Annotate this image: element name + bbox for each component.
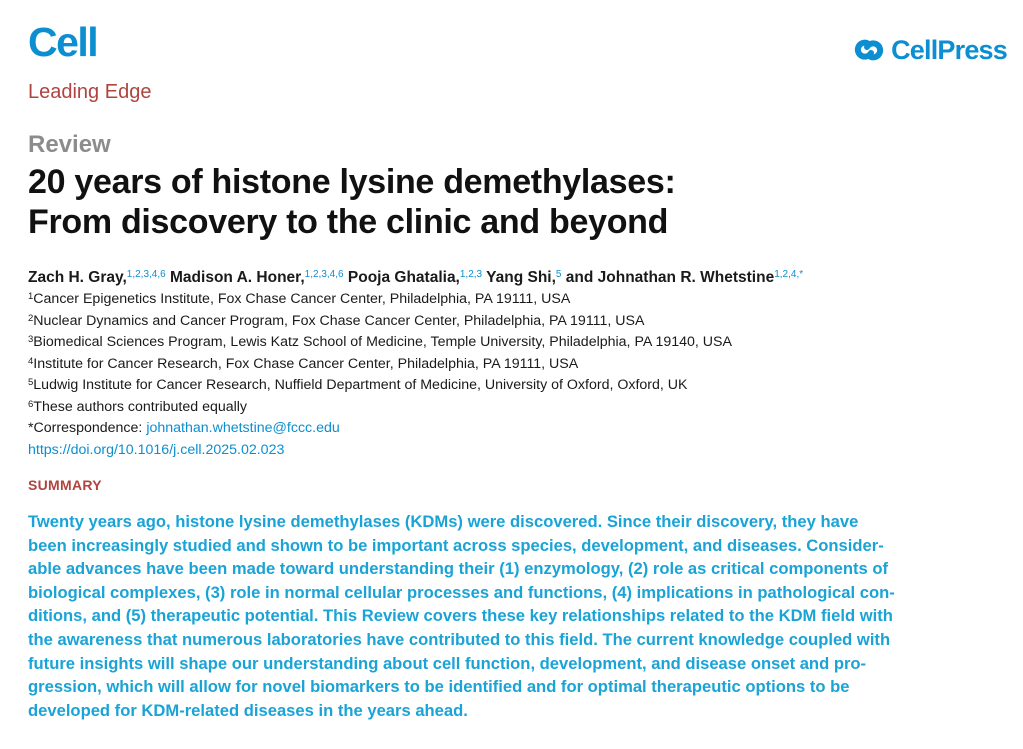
affiliation-number: 1 [28,291,34,302]
affiliation-item [28,375,1018,397]
cellpress-logo-icon [853,34,885,66]
summary-line: the awareness that numerous laboratories have contributed to this field. The current knowledge coupled with [28,629,891,649]
article-title [28,162,676,242]
affiliation-item [28,332,1018,354]
summary-line: able advances have been made toward understanding their (1) enzymology, (2) role as critical components of [28,559,889,579]
title-line: 20 years of histone lysine demethylases: [28,163,676,201]
affiliation-number: 2 [28,312,34,324]
summary-line: future insights will shape our understanding about cell function, development, and disease onset and pro- [28,653,867,673]
affiliation-text: Biomedical Sciences Program, Lewis Katz School of Medicine, Temple University, Philadelphia, PA 19140, USA [33,334,732,350]
summary-line: gression, which will allow for novel biomarkers to be identified and for optimal therapeutic options to be [28,677,850,697]
affiliation-number: 3 [28,334,34,345]
summary-line: developed for KDM-related diseases in the years ahead. [28,700,468,720]
title-line: From discovery to the clinic and beyond [28,203,669,241]
correspondence-label: *Correspondence: [28,420,147,436]
summary-line: biological complexes, (3) role in normal cellular processes and functions, (4) implications in pathological con- [28,582,895,602]
affiliation-number: 5 [28,377,34,388]
author-name: and Johnathan R. Whetstine [565,269,775,286]
summary-line: Twenty years ago, histone lysine demethylases (KDMs) were discovered. Since their discovery, they have [28,512,859,531]
publisher-logo [853,34,1007,66]
affiliation-text: These authors contributed equally [33,398,248,415]
affiliation-number: 4 [28,355,34,367]
author-affiliation-marks[interactable]: 1,2,3,4,6 [126,269,166,280]
summary-heading: SUMMARY [28,477,102,493]
author-name: Pooja Ghatalia, [347,269,460,286]
publisher-name: CellPress [891,34,1007,65]
affiliation-item [28,354,1018,376]
author-affiliation-marks[interactable]: 5 [555,269,562,280]
affiliation-number: 6 [28,398,34,410]
doi-link[interactable]: https://doi.org/10.1016/j.cell.2025.02.023 [28,441,285,458]
summary-line: been increasingly studied and shown to be important across species, development, and diseases. Consider- [28,535,884,555]
correspondence-email-link[interactable]: johnathan.whetstine@fccc.edu [146,420,340,436]
affiliation-text: Institute for Cancer Research, Fox Chase Cancer Center, Philadelphia, PA 19111, USA [33,355,579,372]
author-affiliation-marks[interactable]: 1,2,3 [459,269,483,280]
author-name: Yang Shi, [486,269,556,286]
author-list [28,268,1018,288]
summary-text [28,510,1010,722]
affiliation-text: Ludwig Institute for Cancer Research, Nuffield Department of Medicine, University of Oxford, Oxford, UK [33,377,688,393]
affiliation-item [28,397,1018,419]
affiliation-item [28,289,1018,311]
summary-line: ditions, and (5) therapeutic potential. This Review covers these key relationships related to the KDM field with [28,606,893,626]
affiliation-list [28,289,1018,461]
affiliation-text: Nuclear Dynamics and Cancer Program, Fox Chase Cancer Center, Philadelphia, PA 19111, USA [33,312,645,329]
affiliation-text: Cancer Epigenetics Institute, Fox Chase Cancer Center, Philadelphia, PA 19111, USA [33,291,571,307]
section-label: Leading Edge [28,81,152,103]
correspondence [28,418,1018,440]
author-affiliation-marks[interactable]: 1,2,4,* [774,269,804,280]
author-name: Zach H. Gray, [28,269,127,286]
affiliation-item [28,311,1018,333]
author-affiliation-marks[interactable]: 1,2,3,4,6 [304,269,344,280]
article-type: Review [28,131,111,158]
author-name: Madison A. Honer, [170,269,305,286]
journal-name: Cell [28,19,98,65]
